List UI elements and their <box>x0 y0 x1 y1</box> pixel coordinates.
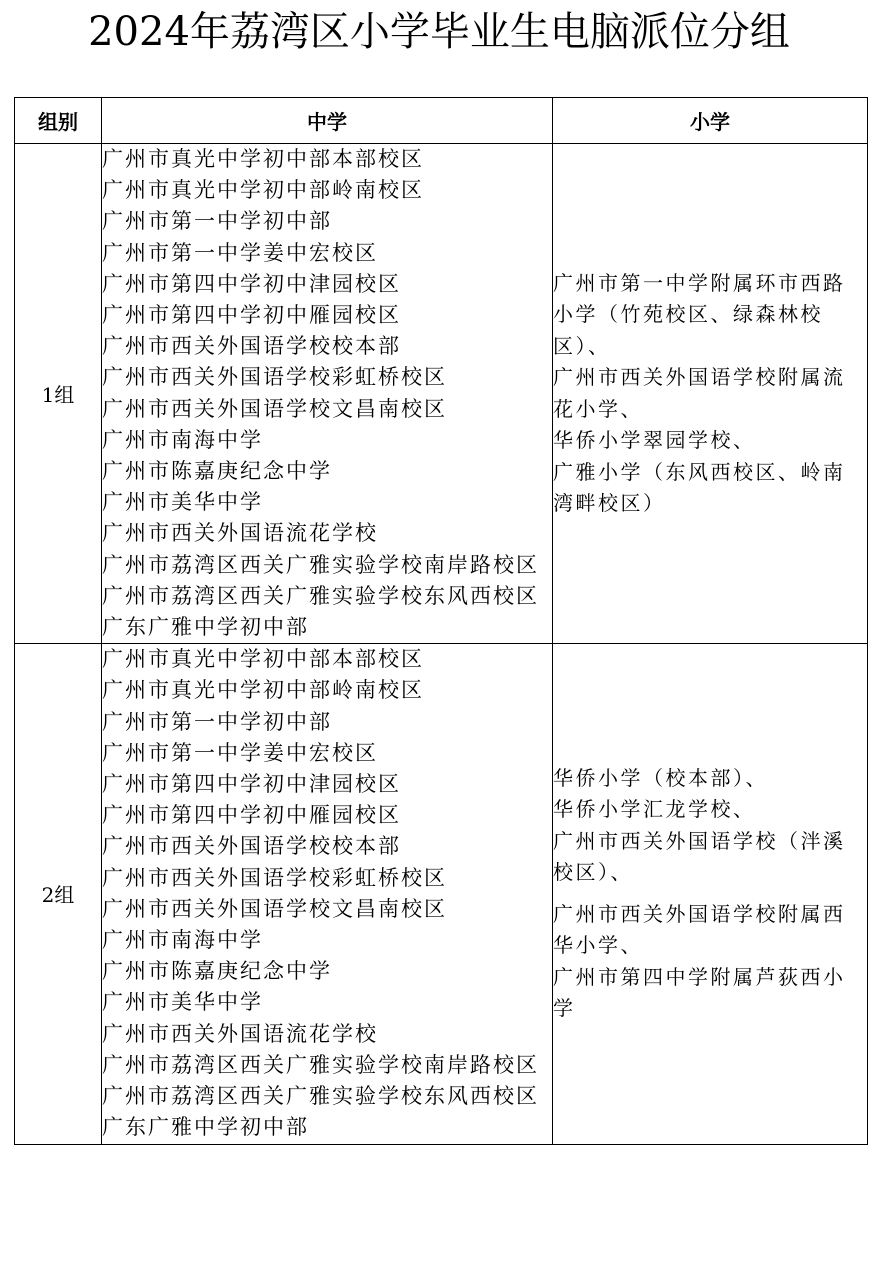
list-item: 广州市第一中学姜中宏校区 <box>102 240 378 265</box>
list-item: 广州市荔湾区西关广雅实验学校东风西校区 <box>102 583 539 608</box>
group-label: 2组 <box>15 644 102 1144</box>
list-item: 广州市西关外国语流花学校 <box>102 521 378 546</box>
list-item: 广州市西关外国语学校校本部 <box>102 834 401 859</box>
list-item: 广州市第一中学初中部 <box>102 209 332 234</box>
list-item: 广州市南海中学 <box>102 427 263 452</box>
list-item: 广州市西关外国语流花学校 <box>102 1021 378 1046</box>
header-middle-school: 中学 <box>102 98 553 144</box>
header-group: 组别 <box>15 98 102 144</box>
list-item: 广州市第四中学初中津园校区 <box>102 772 401 797</box>
table-header-row <box>15 98 868 144</box>
list-item: 广州市美华中学 <box>102 990 263 1015</box>
middle-school-list <box>102 644 553 1144</box>
list-item: 广州市陈嘉庚纪念中学 <box>102 959 332 984</box>
list-item: 广州市第一中学姜中宏校区 <box>102 740 378 765</box>
list-item: 广州市西关外国语学校彩虹桥校区 <box>102 365 447 390</box>
list-item: 广州市第四中学初中雁园校区 <box>102 303 401 328</box>
list-item: 广州市陈嘉庚纪念中学 <box>102 459 332 484</box>
primary-school-list <box>553 144 868 644</box>
spacer <box>553 889 867 899</box>
list-item: 广州市西关外国语学校文昌南校区 <box>102 896 447 921</box>
list-item: 广州市第四中学初中津园校区 <box>102 271 401 296</box>
list-item: 广州市真光中学初中部岭南校区 <box>102 178 424 203</box>
primary-school-list <box>553 644 868 1144</box>
list-item: 广州市第四中学初中雁园校区 <box>102 803 401 828</box>
list-item: 华侨小学（校本部）、 <box>553 765 768 790</box>
list-item: 广州市真光中学初中部本部校区 <box>102 647 424 672</box>
list-item: 广州市西关外国语学校校本部 <box>102 334 401 359</box>
page-title: 2024年荔湾区小学毕业生电脑派位分组 <box>88 9 790 55</box>
list-item: 华侨小学翠园学校、 <box>553 428 756 453</box>
list-item: 广州市荔湾区西关广雅实验学校东风西校区 <box>102 1084 539 1109</box>
list-item: 广州市荔湾区西关广雅实验学校南岸路校区 <box>102 552 539 577</box>
grouping-table <box>14 97 868 1145</box>
list-item: 广州市美华中学 <box>102 490 263 515</box>
header-primary-school: 小学 <box>553 98 868 144</box>
list-item: 广州市西关外国语学校（泮溪校区）、 <box>553 828 846 885</box>
list-item: 广州市真光中学初中部本部校区 <box>102 147 424 171</box>
list-item: 广东广雅中学初中部 <box>102 1115 309 1140</box>
list-item: 广州市第四中学附属芦荻西小学 <box>553 964 846 1021</box>
table-row <box>15 144 868 644</box>
list-item: 广州市西关外国语学校附属流花小学、 <box>553 365 846 421</box>
list-item: 广东广雅中学初中部 <box>102 615 309 640</box>
table-row <box>15 644 868 1144</box>
list-item: 广州市南海中学 <box>102 928 263 953</box>
middle-school-list <box>102 144 553 644</box>
list-item: 华侨小学汇龙学校、 <box>553 797 756 822</box>
list-item: 广州市西关外国语学校彩虹桥校区 <box>102 865 447 890</box>
list-item: 广州市第一中学附属环市西路小学（竹苑校区、绿森林校区）、 <box>553 270 846 358</box>
list-item: 广州市荔湾区西关广雅实验学校南岸路校区 <box>102 1052 539 1077</box>
list-item: 广州市真光中学初中部岭南校区 <box>102 678 424 703</box>
list-item: 广州市西关外国语学校文昌南校区 <box>102 396 447 421</box>
list-item: 广雅小学（东风西校区、岭南湾畔校区） <box>553 459 846 516</box>
list-item: 广州市第一中学初中部 <box>102 709 332 734</box>
group-label: 1组 <box>15 144 102 644</box>
list-item: 广州市西关外国语学校附属西华小学、 <box>553 901 846 958</box>
